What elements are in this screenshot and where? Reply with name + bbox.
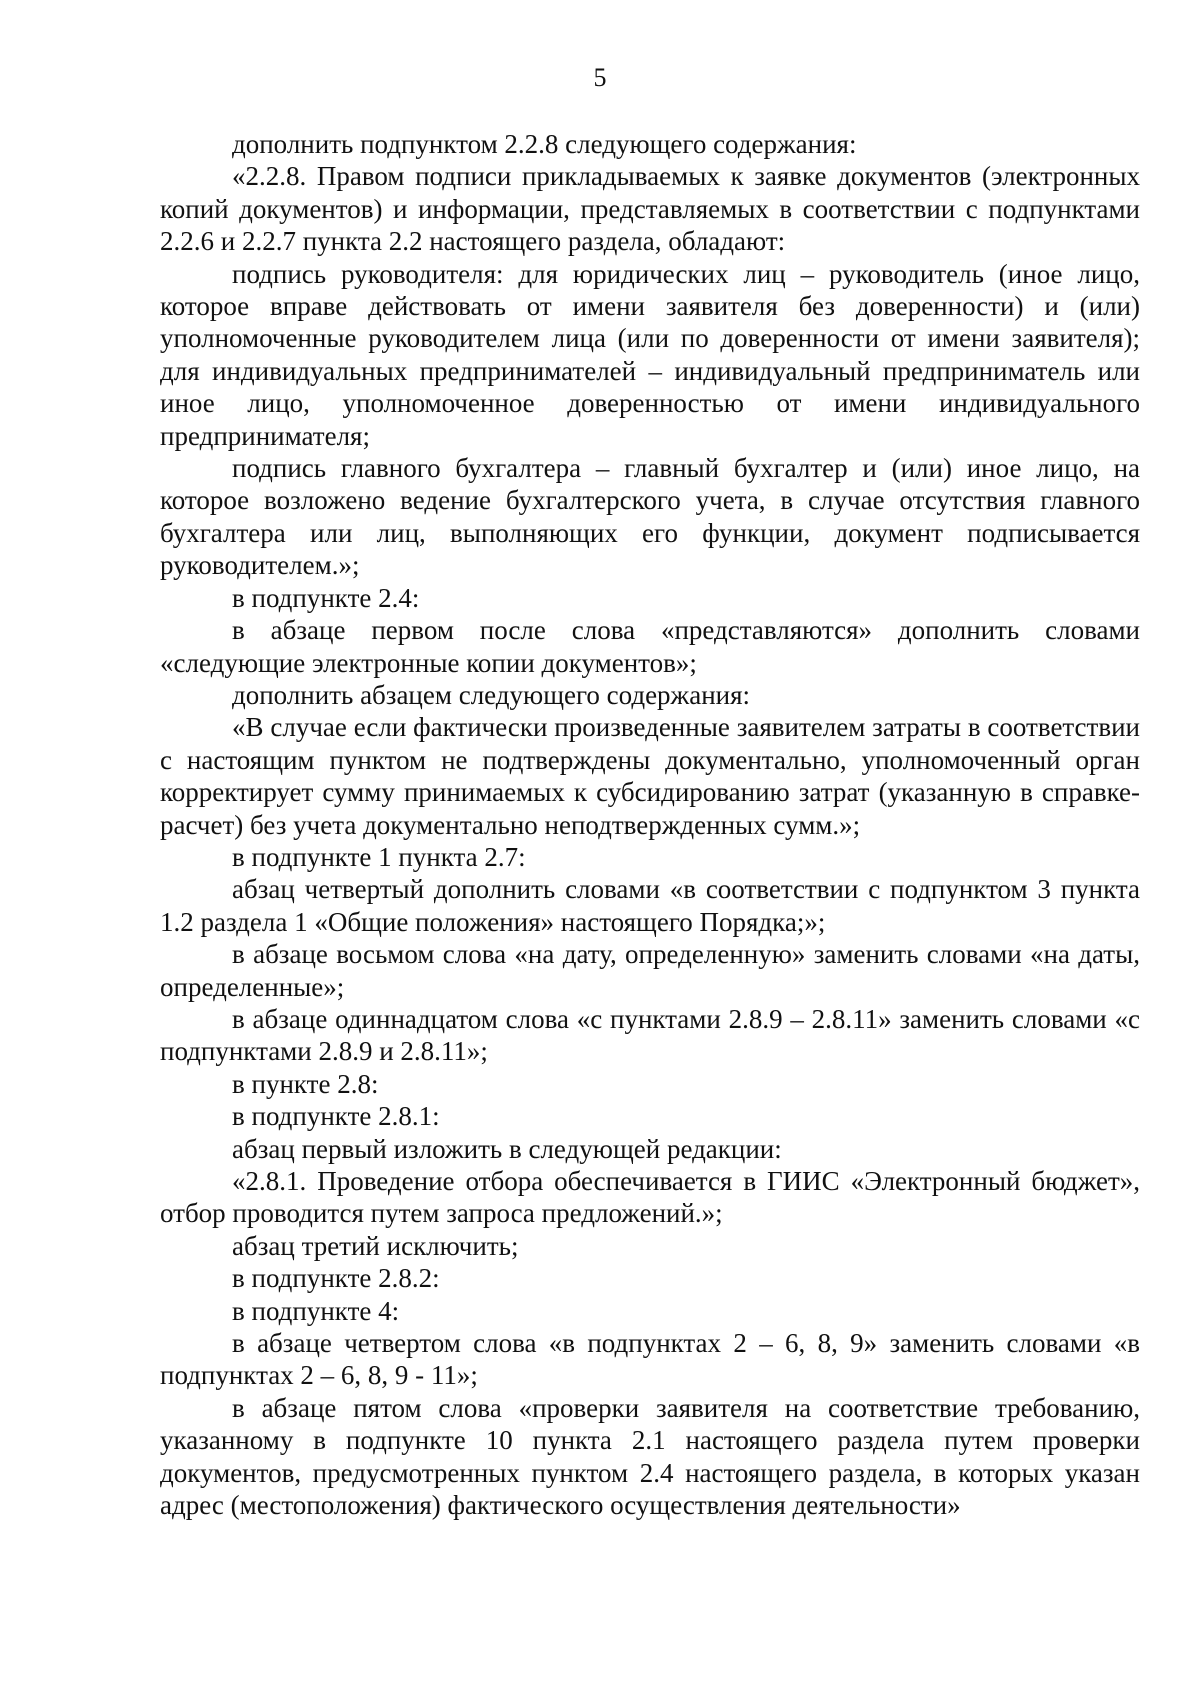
paragraph: в абзаце восьмом слова «на дату, определенную» заменить словами «на даты, определенные»; xyxy=(160,939,1140,1002)
document-body xyxy=(160,128,1140,1521)
paragraph: в подпункте 2.8.2: xyxy=(232,1263,440,1294)
paragraph: «2.8.1. Проведение отбора обеспечивается в ГИИС «Электронный бюджет», отбор проводится путем запроса предложений.»; xyxy=(160,1166,1140,1229)
paragraph: в подпункте 4: xyxy=(232,1295,400,1326)
paragraph: в подпункте 1 пункта 2.7: xyxy=(232,841,526,872)
paragraph: в абзаце одиннадцатом слова «с пунктами 2.8.9 – 2.8.11» заменить словами «с подпунктами 2.8.9 и 2.8.11»; xyxy=(160,1003,1140,1067)
paragraph: «В случае если фактически произведенные заявителем затраты в соответствии с настоящим пунктом не подтверждены документально, уполномоченный орган корректирует сумму принимаемых к субсидированию затрат (указанную в справке-расчет) без учета документально неподтвержденных сумм.»; xyxy=(160,712,1140,840)
paragraph: «2.2.8. Правом подписи прикладываемых к заявке документов (электронных копий документов) и информации, представляемых в соответствии с подпунктами 2.2.6 и 2.2.7 пункта 2.2 настоящего раздела, обладают: xyxy=(160,161,1140,257)
paragraph: абзац третий исключить; xyxy=(232,1230,519,1261)
paragraph: в абзаце четвертом слова «в подпунктах 2 – 6, 8, 9» заменить словами «в подпунктах 2 – 6, 8, 9 - 11»; xyxy=(160,1328,1140,1391)
paragraph: в подпункте 2.8.1: xyxy=(232,1101,440,1132)
paragraph: в подпункте 2.4: xyxy=(232,582,420,613)
page-number: 5 xyxy=(593,63,607,92)
paragraph: дополнить абзацем следующего содержания: xyxy=(232,679,751,710)
paragraph: дополнить подпунктом 2.2.8 следующего содержания: xyxy=(232,129,857,159)
paragraph: абзац четвертый дополнить словами «в соответствии с подпунктом 3 пункта 1.2 раздела 1 «Общие положения» настоящего Порядка;»; xyxy=(160,874,1140,937)
paragraph: абзац первый изложить в следующей редакции: xyxy=(232,1133,782,1164)
paragraph: подпись руководителя: для юридических лиц – руководитель (иное лицо, которое вправе действовать от имени заявителя без доверенности) и (или) уполномоченные руководителем лица (или по доверенности от имени заявителя); для индивидуальных предпринимателей – индивидуальный предприниматель или иное лицо, уполномоченное доверенностью от имени индивидуального предпринимателя; xyxy=(160,258,1140,451)
paragraph: в абзаце первом после слова «представляются» дополнить словами «следующие электронные копии документов»; xyxy=(160,615,1140,678)
paragraph: в пункте 2.8: xyxy=(232,1068,379,1099)
paragraph: подпись главного бухгалтера – главный бухгалтер и (или) иное лицо, на которое возложено ведение бухгалтерского учета, в случае отсутствия главного бухгалтера или лиц, выполняющих его функции, документ подписывается руководителем.»; xyxy=(160,453,1140,581)
paragraph: в абзаце пятом слова «проверки заявителя на соответствие требованию, указанному в подпункте 10 пункта 2.1 настоящего раздела путем проверки документов, предусмотренных пунктом 2.4 настоящего раздела, в которых указан адрес (местоположения) фактического осуществления деятельности» xyxy=(160,1392,1140,1521)
